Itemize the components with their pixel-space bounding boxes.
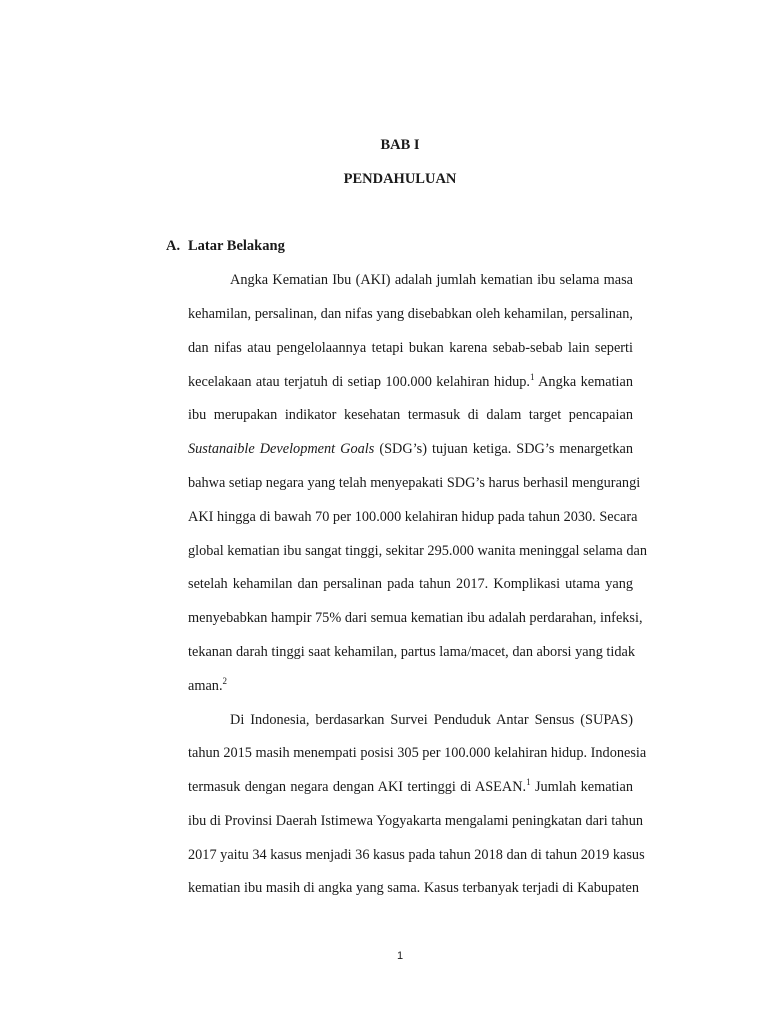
paragraph-1-line-9: global kematian ibu sangat tinggi, sekitar 295.000 wanita meninggal selama dan: [188, 543, 647, 559]
paragraph-1-line-13: [188, 676, 633, 696]
paragraph-2-line-4: ibu di Provinsi Daerah Istimewa Yogyakarta mengalami peningkatan dari tahun: [188, 813, 644, 829]
paragraph-1-line-6: [188, 439, 633, 459]
sdg-italic-term: Sustanaible Development Goals: [188, 441, 375, 457]
paragraph-2-line-3-text-a: termasuk dengan negara dengan AKI tertinggi di ASEAN.: [188, 779, 527, 795]
paragraph-1-line-8: AKI hingga di bawah 70 per 100.000 kelahiran hidup pada tahun 2030. Secara: [188, 509, 638, 525]
paragraph-2-line-6: kematian ibu masih di angka yang sama. Kasus terbanyak terjadi di Kabupaten: [188, 880, 640, 896]
paragraph-1-line-12: tekanan darah tinggi saat kehamilan, partus lama/macet, dan aborsi yang tidak: [188, 644, 636, 660]
paragraph-1-line-3: dan nifas atau pengelolaannya tetapi bukan karena sebab-sebab lain seperti: [188, 340, 633, 356]
paragraph-1-line-2: kehamilan, persalinan, dan nifas yang disebabkan oleh kehamilan, persalinan,: [188, 306, 633, 322]
paragraph-1-line-11: menyebabkan hampir 75% dari semua kematian ibu adalah perdarahan, infeksi,: [188, 610, 643, 626]
footnote-ref-1b: 1: [526, 777, 531, 787]
paragraph-1-line-6-text: (SDG’s) tujuan ketiga. SDG’s menargetkan: [374, 441, 633, 457]
paragraph-1-line-5: ibu merupakan indikator kesehatan termasuk di dalam target pencapaian: [188, 407, 633, 423]
paragraph-2-line-1: Di Indonesia, berdasarkan Survei Penduduk Antar Sensus (SUPAS): [230, 712, 633, 728]
paragraph-1-line-1: Angka Kematian Ibu (AKI) adalah jumlah kematian ibu selama masa: [230, 272, 633, 288]
footnote-ref-2: 2: [222, 676, 228, 686]
section-letter: A.: [166, 238, 181, 254]
paragraph-1-line-13-text: aman.: [188, 678, 223, 694]
paragraph-1-line-10: setelah kehamilan dan persalinan pada tahun 2017. Komplikasi utama yang: [188, 576, 633, 592]
paragraph-2-line-5: 2017 yaitu 34 kasus menjadi 36 kasus pada tahun 2018 dan di tahun 2019 kasus: [188, 847, 645, 863]
page-number: 1: [396, 950, 404, 962]
footnote-ref-1: 1: [530, 372, 535, 382]
section-heading: [166, 236, 285, 256]
paragraph-2-line-3-text-b: Jumlah kematian: [530, 779, 633, 795]
paragraph-2-line-3: [188, 777, 633, 797]
paragraph-1-line-4-text-a: kecelakaan atau terjatuh di setiap 100.000 kelahiran hidup.: [188, 374, 530, 390]
chapter-title: PENDAHULUAN: [343, 171, 457, 187]
section-title: Latar Belakang: [188, 238, 285, 254]
paragraph-1-line-4-text-b: Angka kematian: [534, 374, 634, 390]
chapter-number: BAB I: [380, 137, 420, 153]
paragraph-2-line-2: tahun 2015 masih menempati posisi 305 per 100.000 kelahiran hidup. Indonesia: [188, 745, 647, 761]
paragraph-1-line-4: [188, 372, 633, 392]
paragraph-1-line-7: bahwa setiap negara yang telah menyepakati SDG’s harus berhasil mengurangi: [188, 475, 641, 491]
